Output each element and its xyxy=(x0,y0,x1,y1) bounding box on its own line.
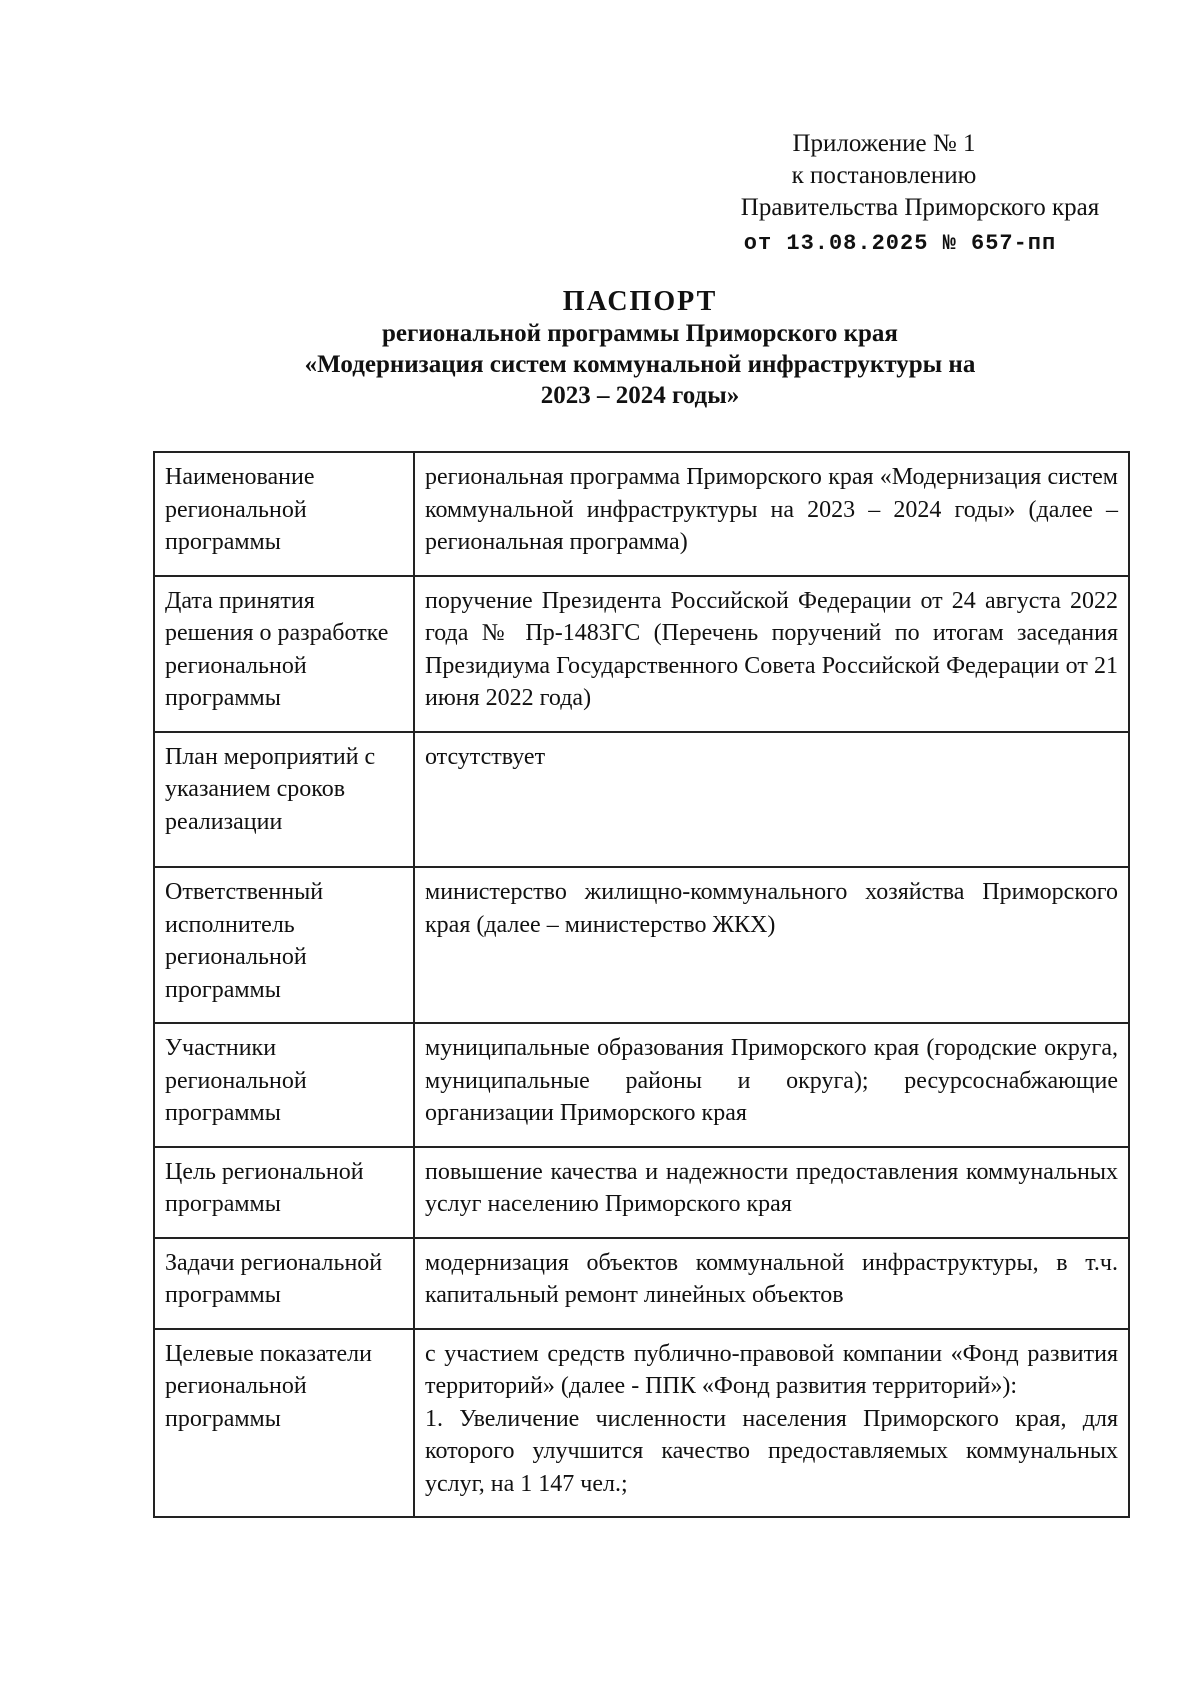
row-value: муниципальные образования Приморского края (городские округа, муниципальные районы и округа); ресурсоснабжающие организации Приморского края xyxy=(414,1023,1129,1147)
row-label: Ответственный исполнитель региональной программы xyxy=(154,867,414,1023)
document-subtitle-2: «Модернизация систем коммунальной инфраструктуры на xyxy=(304,351,976,378)
row-label: Участники региональной программы xyxy=(154,1023,414,1147)
row-value: отсутствует xyxy=(414,732,1129,868)
table-row xyxy=(154,1329,1129,1518)
row-value-paragraph: с участием средств публично-правовой компании «Фонд развития территорий» (далее - ППК «Фонд развития территорий»): xyxy=(425,1340,1118,1399)
table-row xyxy=(154,1238,1129,1329)
appendix-number: Приложение № 1 xyxy=(792,130,976,157)
table-row xyxy=(154,1147,1129,1238)
row-value: повышение качества и надежности предоставления коммунальных услуг населению Приморского края xyxy=(414,1147,1129,1238)
table-row xyxy=(154,452,1129,576)
row-label: План мероприятий с указанием сроков реализации xyxy=(154,732,414,868)
appendix-government: Правительства Приморского края xyxy=(740,194,1100,221)
row-label: Целевые показатели региональной программы xyxy=(154,1329,414,1518)
row-value: региональная программа Приморского края «Модернизация систем коммунальной инфраструктуры на 2023 – 2024 годы» (далее – региональная программа) xyxy=(414,452,1129,576)
document-heading xyxy=(150,286,1130,411)
document-subtitle-3: 2023 – 2024 годы» xyxy=(540,382,740,409)
table-row xyxy=(154,732,1129,868)
passport-table xyxy=(153,451,1130,1518)
row-label: Задачи региональной программы xyxy=(154,1238,414,1329)
table-row xyxy=(154,1023,1129,1147)
row-value: поручение Президента Российской Федерации от 24 августа 2022 года № Пр-1483ГС (Перечень поручений по итогам заседания Президиума Государственного Совета Российской Федерации от 21 июня 2022 года) xyxy=(414,576,1129,732)
document-subtitle-1: региональной программы Приморского края xyxy=(382,320,898,347)
row-label: Дата принятия решения о разработке региональной программы xyxy=(154,576,414,732)
table-row xyxy=(154,576,1129,732)
document-title: ПАСПОРТ xyxy=(562,286,718,317)
registration-stamp: от 13.08.2025 № 657-пп xyxy=(743,231,1057,256)
row-value-paragraph: 1. Увеличение численности населения Приморского края, для которого улучшится качество предоставляемых коммунальных услуг, на 1 147 чел.; xyxy=(425,1405,1118,1497)
row-label: Наименование региональной программы xyxy=(154,452,414,576)
appendix-to-resolution: к постановлению xyxy=(791,162,977,189)
row-value: министерство жилищно-коммунального хозяйства Приморского края (далее – министерство ЖКХ) xyxy=(414,867,1129,1023)
appendix-block xyxy=(700,128,1140,260)
row-label: Цель региональной программы xyxy=(154,1147,414,1238)
row-value xyxy=(414,1329,1129,1518)
row-value: модернизация объектов коммунальной инфраструктуры, в т.ч. капитальный ремонт линейных объектов xyxy=(414,1238,1129,1329)
table-row xyxy=(154,867,1129,1023)
